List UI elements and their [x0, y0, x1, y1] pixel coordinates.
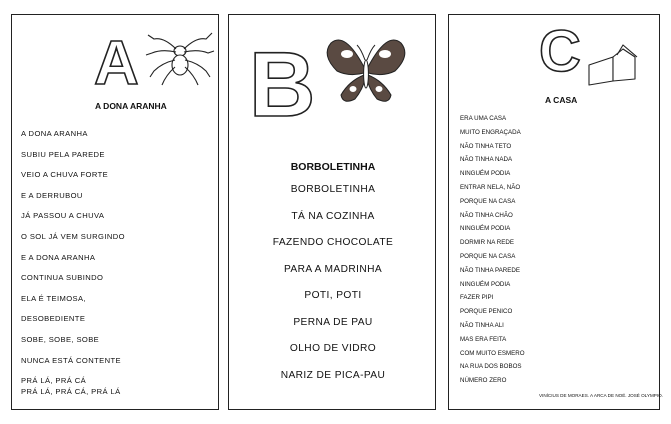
verse-line: POTI, POTI [304, 290, 362, 301]
verse-line: PRÁ LÁ, PRÁ CÁ [21, 376, 87, 386]
verse-line: ERA UMA CASA [460, 115, 507, 122]
verse-line: ELA É TEIMOSA, [21, 293, 86, 303]
verse-line: PERNA DE PAU [293, 316, 373, 328]
verse-line: PARA A MADRINHA [283, 263, 383, 275]
verse-line: O SOL JÁ VEM SURGINDO [21, 231, 125, 241]
verse-line: COM MUITO ESMERO [460, 349, 525, 357]
verse-line: A DONA ARANHA [21, 129, 88, 138]
song-title-a: A DONA ARANHA [95, 101, 167, 111]
verse-line: PORQUE NA CASA [460, 252, 516, 260]
verse-line: NINGUÉM PODIA [460, 225, 511, 233]
verse-line: SUBIU PELA PAREDE [21, 149, 105, 159]
verse-line: PORQUE NA CASA [460, 197, 516, 205]
verse-line: NÚMERO ZERO [460, 377, 507, 385]
verse-line: JÁ PASSOU A CHUVA [21, 211, 105, 221]
verse-list-a [21, 129, 125, 398]
verse-line: OLHO DE VIDRO [289, 343, 377, 354]
house-icon [587, 43, 641, 89]
verse-line: NARIZ DE PICA-PAU [280, 369, 386, 381]
verse-line: DORMIR NA REDE [460, 239, 514, 247]
big-letter-c: C [539, 19, 581, 84]
verse-line: NÃO TINHA CHÃO [460, 211, 513, 219]
verse-line: SOBE, SOBE, SOBE [21, 334, 100, 344]
song-title-b: BORBOLETINHA [290, 161, 376, 173]
verse-line: E A DONA ARANHA [21, 252, 96, 262]
verse-line: E A DERRUBOU [21, 190, 83, 200]
verse-line: VEIO A CHUVA FORTE [21, 170, 109, 180]
verse-line: FAZENDO CHOCOLATE [272, 237, 394, 248]
verse-line: NINGUÉM PODIA [460, 170, 511, 178]
song-card-b [228, 14, 436, 410]
verse-line: NÃO TINHA ALI [460, 321, 504, 329]
verse-line: BORBOLETINHA [290, 184, 376, 195]
song-card-a [11, 14, 219, 410]
verse-list-c [460, 115, 525, 391]
verse-list-b [229, 183, 437, 395]
verse-line: MAS ERA FEITA [460, 335, 507, 343]
big-letter-b: B [249, 34, 316, 136]
verse-line: NÃO TINHA PAREDE [460, 266, 520, 274]
verse-line: NÃO TINHA NADA [460, 156, 513, 164]
verse-line: DESOBEDIENTE [21, 314, 86, 324]
source-credit: VINÍCIUS DE MORAES. A ARCA DE NOÉ. JOSÉ OLYMPIO. [539, 393, 663, 398]
verse-line: NÃO TINHA TETO [460, 142, 512, 150]
verse-line: NUNCA ESTÁ CONTENTE [21, 355, 122, 365]
big-letter-a: A [94, 29, 139, 98]
song-card-c [448, 14, 663, 410]
butterfly-icon [323, 37, 409, 107]
verse-line: NA RUA DOS BOBOS [460, 363, 522, 371]
song-title-c: A CASA [545, 95, 578, 105]
verse-line: TÁ NA COZINHA [291, 210, 375, 222]
verse-line: MUITO ENGRAÇADA [460, 128, 521, 136]
verse-line: ENTRAR NELA, NÃO [460, 183, 521, 191]
verse-line: PORQUE PENICO [460, 308, 513, 316]
spider-icon [146, 27, 214, 89]
verse-line: CONTINUA SUBINDO [21, 273, 104, 283]
verse-line: PRÁ LÁ, PRÁ CÁ, PRÁ LÁ [21, 387, 121, 397]
verse-line: NINGUÉM PODIA [460, 280, 511, 288]
verse-line: FAZER PIPI [460, 294, 494, 302]
